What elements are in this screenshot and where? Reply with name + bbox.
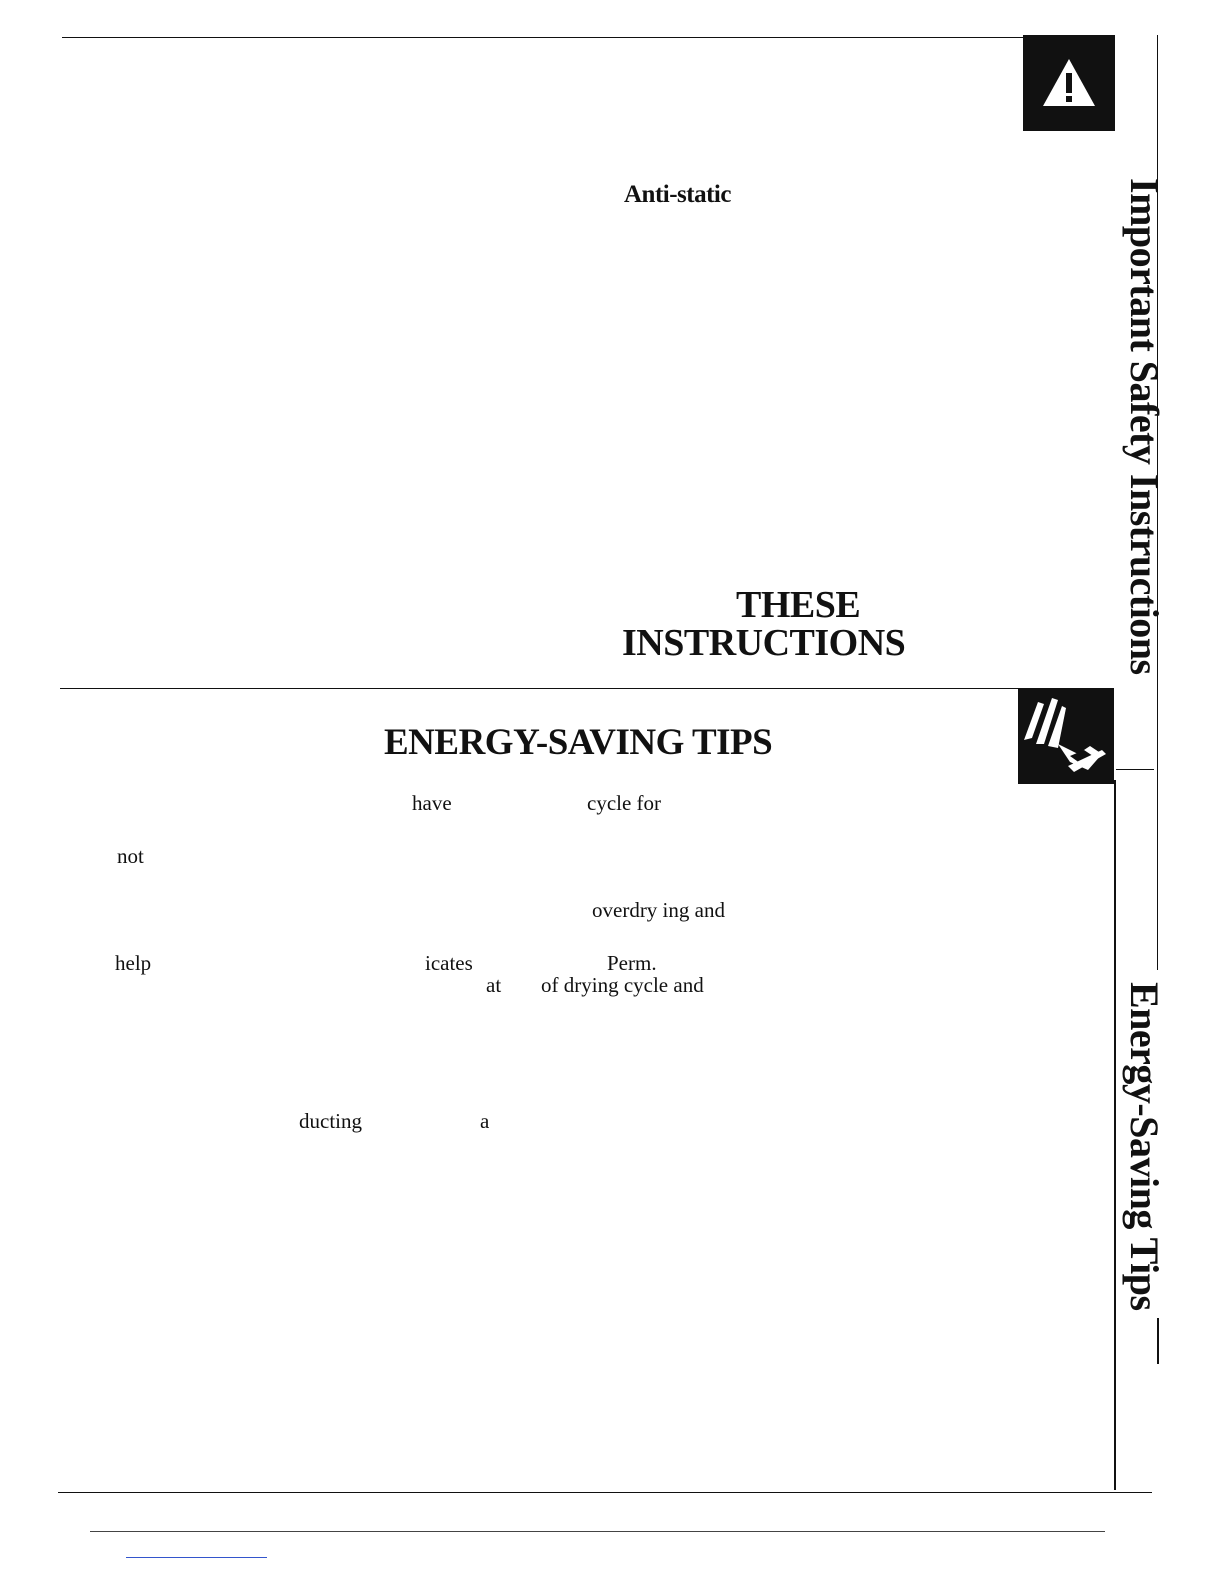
- tab-tick-3: [1108, 1492, 1152, 1493]
- fragment-help: help: [115, 951, 152, 975]
- save-these-line2: INSTRUCTIONS: [622, 622, 906, 664]
- anti-static-label: Anti-static: [624, 181, 731, 208]
- side-tab-energy: Energy-Saving Tips: [1122, 982, 1167, 1311]
- bottom-rule: [58, 1492, 1108, 1493]
- hand-icon: [1018, 688, 1114, 784]
- section-divider: [60, 688, 1100, 689]
- footer-rule: [90, 1531, 1105, 1532]
- fragment-of-drying-cycle-and: of drying cycle and: [541, 973, 704, 997]
- tab-tick-1: [1116, 769, 1154, 770]
- fragment-at: at: [486, 973, 502, 997]
- fragment-a: a: [480, 1109, 490, 1133]
- tab-tick-2: [1157, 1318, 1159, 1364]
- fragment-cycle-for: cycle for: [587, 791, 662, 815]
- footer-link-underline: [126, 1557, 267, 1558]
- tab-spine: [1114, 780, 1116, 1490]
- fragment-icates: icates: [425, 951, 473, 975]
- fragment-not: not: [117, 844, 144, 868]
- energy-heading: ENERGY-SAVING TIPS: [384, 722, 773, 763]
- save-these-line1: THESE: [736, 584, 861, 626]
- top-rule: [62, 37, 1112, 38]
- warning-icon: [1023, 35, 1115, 131]
- fragment-overdrying-and: overdry ing and: [592, 898, 725, 922]
- fragment-have: have: [412, 791, 452, 815]
- side-tab-safety: Important Safety Instructions: [1122, 178, 1167, 675]
- fragment-ducting: ducting: [299, 1109, 362, 1133]
- fragment-perm: Perm.: [607, 951, 657, 975]
